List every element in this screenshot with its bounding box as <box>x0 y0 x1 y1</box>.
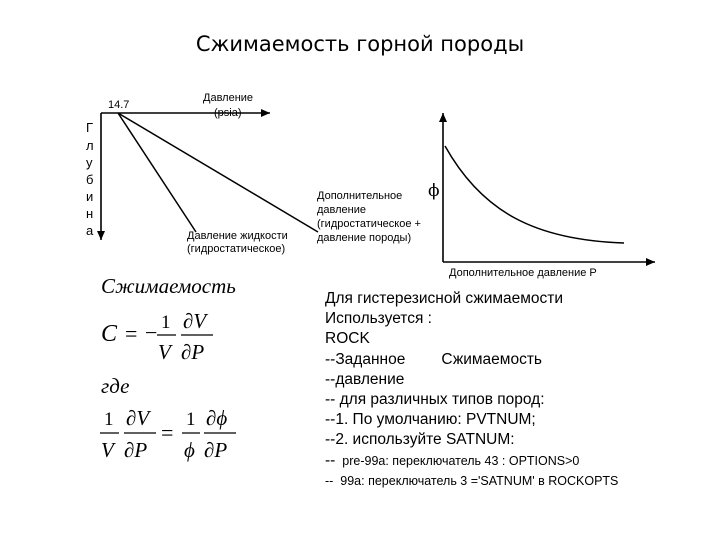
pressure-axis-label: Давление <box>203 92 254 104</box>
formula-equals: = <box>161 420 174 445</box>
overburden-label-1: Дополнительное <box>317 190 403 202</box>
formula-v: V <box>101 438 114 462</box>
depth-letter: н <box>86 206 94 221</box>
notes-keyword: --Заданное <box>325 350 406 368</box>
formula-dp: ∂P <box>204 438 228 462</box>
depth-letter: б <box>86 172 94 187</box>
formula-heading: Сжимаемость <box>101 274 236 298</box>
formula-dv: ∂V <box>126 406 150 430</box>
compressibility-formulas <box>100 274 236 462</box>
formula-phi: ϕ <box>184 438 195 462</box>
formula-dphi: ∂ϕ <box>206 406 228 430</box>
overburden-label-3: (гидростатическое + <box>317 218 421 230</box>
depth-letter: и <box>86 189 94 204</box>
porosity-curve <box>445 146 624 243</box>
porosity-axis-label: ϕ <box>428 181 440 201</box>
formula-dv: ∂V <box>183 309 207 333</box>
fluid-pressure-line <box>118 113 196 232</box>
notes-line <box>325 451 618 471</box>
notes-line <box>325 471 618 491</box>
additional-pressure-label: Дополнительное давление P <box>449 267 597 279</box>
formula-dp: ∂P <box>124 438 148 462</box>
overburden-label-2: давление <box>317 204 367 216</box>
notes-text: pre-99a: переключатель 43 : OPTIONS>0 <box>342 453 580 468</box>
notes-line: --давление <box>325 370 405 388</box>
origin-label: 14.7 <box>108 99 130 111</box>
notes-dash: -- <box>325 451 336 469</box>
porosity-chart <box>428 113 655 279</box>
formula-where: где <box>101 374 130 398</box>
formula-dp: ∂P <box>181 340 205 364</box>
notes-line: --2. используйте SATNUM: <box>325 431 515 449</box>
depth-letter: л <box>86 138 94 153</box>
fluid-line-label: Давление жидкости <box>187 230 288 242</box>
notes-dash: -- <box>325 473 334 488</box>
formula-minus: − <box>145 320 158 345</box>
fluid-line-label-sub: (гидростатическое) <box>187 243 286 255</box>
depth-letter: Г <box>86 120 94 135</box>
formula-one: 1 <box>104 409 114 430</box>
page-title: Сжимаемость горной породы <box>195 32 525 56</box>
formula-one: 1 <box>186 409 196 430</box>
notes-line: -- для различных типов пород: <box>325 391 545 409</box>
formula-c: C <box>101 321 118 347</box>
notes-line <box>325 350 618 370</box>
formula-v: V <box>158 340 171 364</box>
pressure-axis-unit: (psia) <box>214 107 242 119</box>
depth-axis-label <box>86 120 94 238</box>
notes-line: Используется : <box>325 310 432 328</box>
notes-line: ROCK <box>325 330 370 348</box>
notes-keyword: Сжимаемость <box>441 350 543 368</box>
overburden-pressure-line <box>118 113 318 232</box>
notes-line: Для гистерезисной сжимаемости <box>325 290 564 307</box>
depth-letter: у <box>86 155 93 170</box>
hysteresis-notes <box>325 289 618 491</box>
overburden-label-4: давление породы) <box>317 232 412 244</box>
depth-letter: а <box>86 223 94 238</box>
formula-one: 1 <box>161 312 171 333</box>
formula-equals: = <box>125 321 138 346</box>
notes-line: --1. По умолчанию: PVTNUM; <box>325 411 536 429</box>
notes-text: 99a: переключатель 3 ='SATNUM' в ROCKOPTS <box>340 473 619 488</box>
